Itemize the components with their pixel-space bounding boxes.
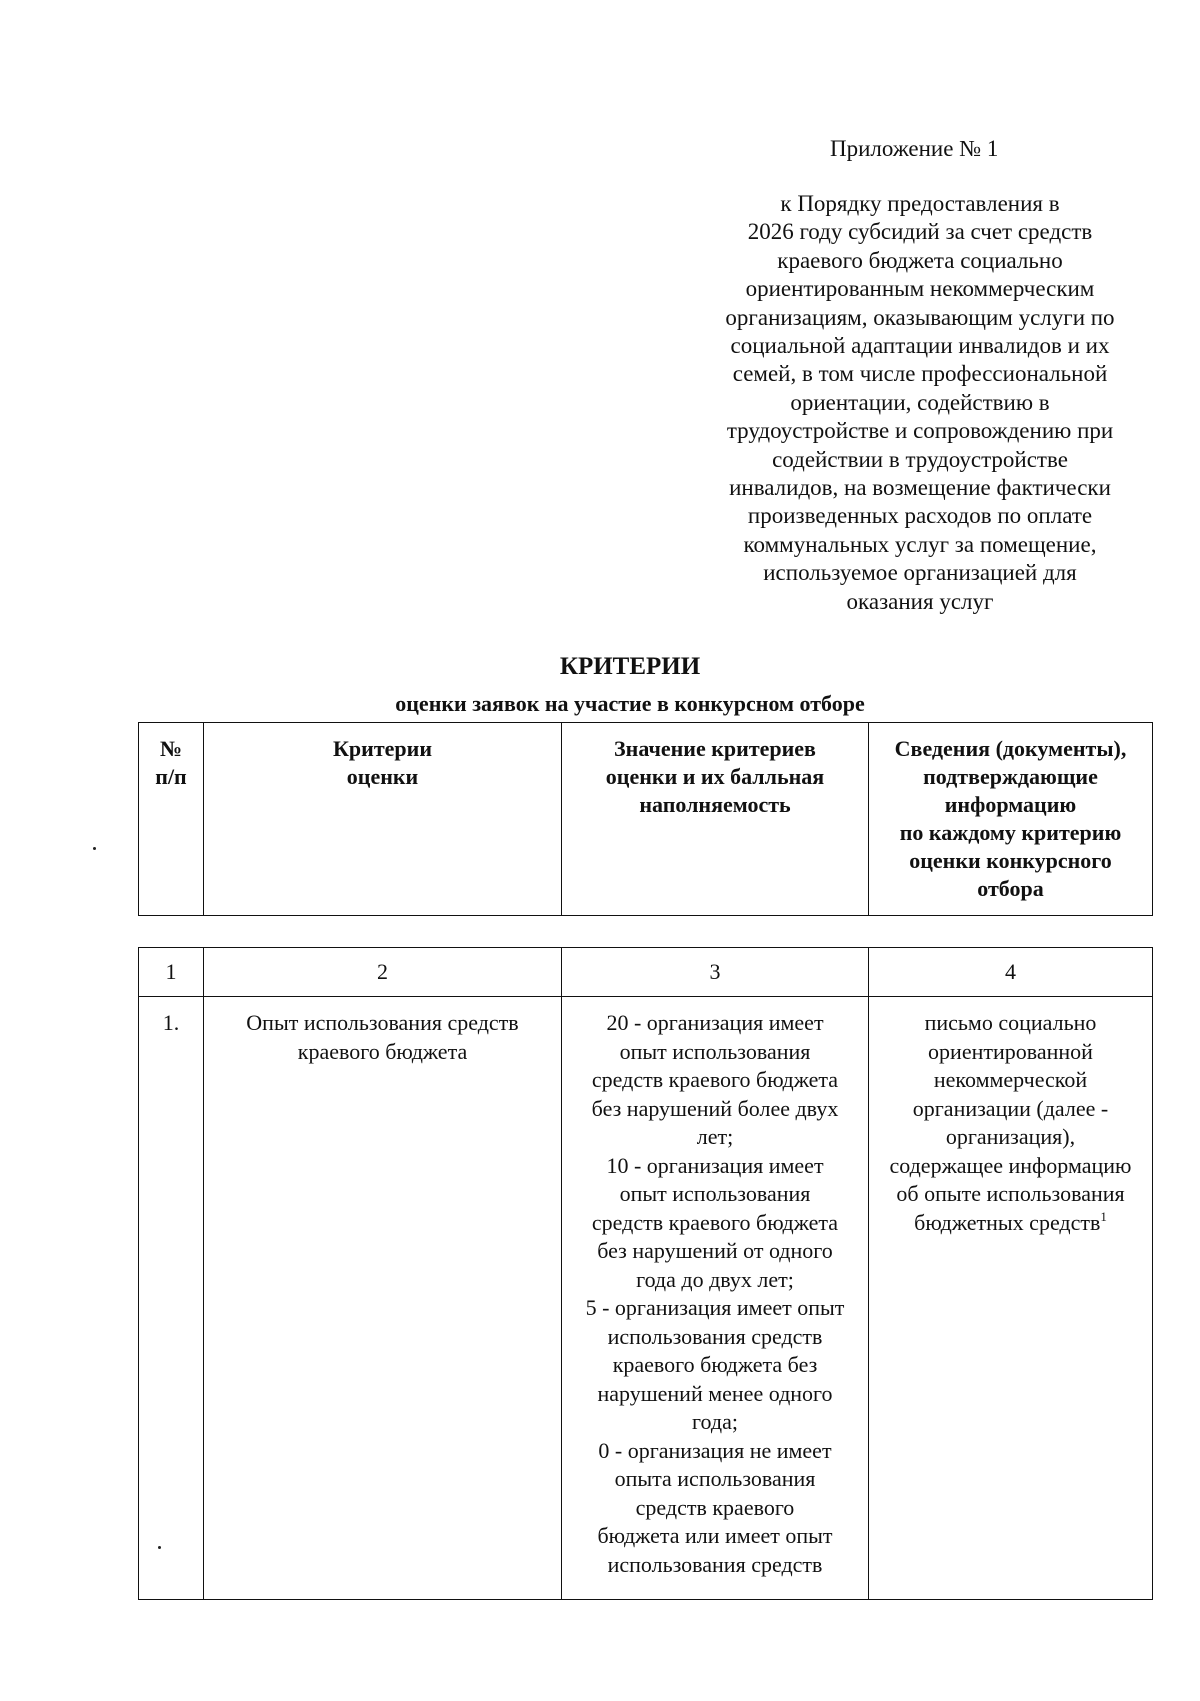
score-line: 5 - организация имеет опыт (585, 1295, 845, 1320)
appendix-title: Приложение № 1 (830, 136, 999, 161)
score-line: опыта использования (614, 1466, 816, 1491)
header-number-line: № (159, 736, 183, 761)
appendix-line: ориентированным некоммерческим (745, 276, 1095, 302)
header-values-line: оценки и их балльная (605, 764, 825, 789)
appendix-line: социальной адаптации инвалидов и их (730, 333, 1110, 359)
header-documents-line: оценки конкурсного (909, 848, 1112, 873)
appendix-line: инвалидов, на возмещение фактически (729, 475, 1111, 501)
score-line: без нарушений от одного (597, 1238, 833, 1263)
appendix-line: семей, в том числе профессиональной (732, 361, 1108, 387)
appendix-description (700, 190, 1140, 616)
score-line: нарушений менее одного (597, 1380, 833, 1406)
score-line: средств краевого бюджета (591, 1067, 839, 1092)
score-line: без нарушений более двух (591, 1095, 839, 1121)
documents-line: организация), (945, 1124, 1076, 1149)
score-line: года до двух лет; (636, 1266, 794, 1292)
score-line: бюджета или имеет опыт (597, 1523, 833, 1548)
appendix-line: коммунальных услуг за помещение, (743, 531, 1097, 557)
criterion-cell (204, 997, 562, 1600)
appendix-line: трудоустройстве и сопровождению при (726, 418, 1114, 444)
column-number-row (139, 948, 1153, 997)
score-line: использования средств (607, 1551, 823, 1577)
header-documents-line: подтверждающие (923, 764, 1098, 789)
column-number: 4 (869, 948, 1153, 997)
documents-last-text: бюджетных средств (914, 1209, 1101, 1235)
header-criteria (204, 723, 562, 916)
header-documents-line: по каждому критерию (899, 820, 1122, 845)
appendix-line: произведенных расходов по оплате (747, 503, 1093, 529)
header-documents-line: информацию (944, 792, 1077, 817)
header-documents-line: Сведения (документы), (894, 736, 1127, 761)
criteria-title: КРИТЕРИИ (559, 653, 701, 680)
score-line: краевого бюджета без (612, 1352, 818, 1377)
header-criteria-line: Критерии (332, 736, 433, 761)
documents-line: об опыте использования (896, 1181, 1125, 1206)
documents-line: ориентированной (928, 1038, 1093, 1064)
criteria-subtitle: оценки заявок на участие в конкурсном отборе (395, 691, 865, 716)
documents-line: некоммерческой (933, 1067, 1088, 1092)
criterion-line: Опыт использования средств (246, 1010, 519, 1035)
score-line: средств краевого (635, 1494, 795, 1520)
documents-cell (869, 997, 1153, 1600)
header-number-line: п/п (155, 764, 187, 789)
score-line: опыт использования (619, 1181, 811, 1206)
criteria-header-table (138, 722, 1153, 916)
score-line: 20 - организация имеет (606, 1010, 824, 1035)
score-line: лет; (696, 1124, 734, 1149)
column-number: 1 (139, 948, 204, 997)
header-documents (869, 723, 1153, 916)
appendix-line: краевого бюджета социально (777, 247, 1063, 273)
appendix-line: используемое организацией для (763, 560, 1077, 586)
documents-line: письмо социально (924, 1010, 1097, 1035)
footnote-mark: 1 (1100, 1208, 1107, 1224)
score-line: средств краевого бюджета (591, 1209, 839, 1235)
header-values-line: наполняемость (639, 792, 791, 817)
header-row (139, 723, 1153, 916)
column-number: 2 (204, 948, 562, 997)
row-number: 1. (139, 997, 204, 1600)
scan-speck (93, 847, 96, 850)
criterion-line: краевого бюджета (297, 1038, 468, 1064)
appendix-line: оказания услуг (846, 588, 994, 614)
criteria-table (138, 947, 1153, 1600)
appendix-line: ориентации, содействию в (790, 389, 1050, 415)
score-line: года; (692, 1409, 738, 1434)
appendix-line: организациям, оказывающим услуги по (725, 304, 1115, 330)
column-number: 3 (562, 948, 869, 997)
documents-line: организации (далее - (912, 1095, 1109, 1121)
header-number (139, 723, 204, 916)
header-values (562, 723, 869, 916)
score-line: 10 - организация имеет (606, 1152, 824, 1178)
appendix-line: к Порядку предоставления в (780, 191, 1060, 216)
appendix-line: 2026 году субсидий за счет средств (747, 219, 1093, 245)
header-criteria-line: оценки (346, 764, 419, 789)
score-line: использования средств (607, 1323, 823, 1349)
header-values-line: Значение критериев (614, 736, 816, 761)
score-values-cell (562, 997, 869, 1600)
header-documents-line: отбора (977, 876, 1044, 901)
documents-line (869, 1209, 1152, 1238)
documents-line: содержащее информацию (889, 1152, 1132, 1178)
score-line: 0 - организация не имеет (598, 1437, 832, 1463)
table-row (139, 997, 1153, 1600)
score-line: опыт использования (619, 1038, 811, 1064)
appendix-line: содействии в трудоустройстве (772, 446, 1068, 472)
